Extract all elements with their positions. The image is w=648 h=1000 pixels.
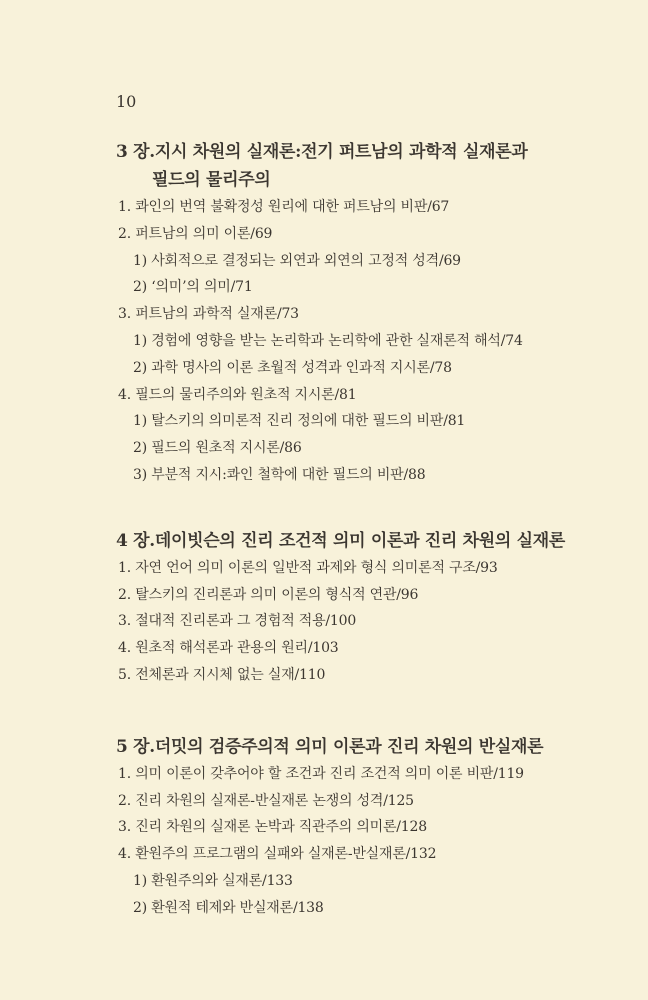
chapter-title: 5 장.더밋의 검증주의적 의미 이론과 진리 차원의 반실재론 — [116, 736, 544, 757]
toc-section: 1. 콰인의 번역 불확정성 원리에 대한 퍼트남의 비판/67 — [118, 199, 450, 215]
table-of-contents — [116, 138, 566, 922]
toc-subsection: 2) 과학 명사의 이론 초월적 성격과 인과적 지시론/78 — [133, 359, 452, 376]
toc-section: 1. 의미 이론이 갖추어야 할 조건과 진리 조건적 의미 이론 비판/119 — [118, 765, 524, 782]
toc-subsection: 2) 필드의 원초적 지시론/86 — [133, 440, 302, 457]
toc-section: 4. 환원주의 프로그램의 실패와 실재론-반실재론/132 — [118, 846, 437, 863]
chapter-title-line2: 필드의 물리주의 — [152, 170, 271, 190]
chapter-title-line1: 3 장.지시 차원의 실재론:전기 퍼트남의 과학적 실재론과 — [116, 142, 528, 162]
toc-section: 4. 필드의 물리주의와 원초적 지시론/81 — [118, 386, 357, 403]
toc-subsection: 1) 경험에 영향을 받는 논리학과 논리학에 관한 실재론적 해석/74 — [133, 332, 523, 349]
toc-section: 5. 전체론과 지시체 없는 실재/110 — [118, 666, 326, 683]
toc-section: 3. 절대적 진리론과 그 경험적 적용/100 — [118, 613, 357, 630]
toc-section: 3. 퍼트남의 과학적 실재론/73 — [118, 306, 299, 323]
toc-section: 3. 진리 차원의 실재론 논박과 직관주의 의미론/128 — [118, 819, 427, 836]
chapter-title — [116, 138, 556, 194]
chapter-5 — [116, 733, 556, 922]
toc-section: 2. 진리 차원의 실재론-반실재론 논쟁의 성격/125 — [118, 792, 414, 809]
chapter-4 — [116, 527, 566, 689]
toc-section: 1. 자연 언어 의미 이론의 일반적 과제와 형식 의미론적 구조/93 — [118, 559, 498, 576]
toc-section: 2. 탈스키의 진리론과 의미 이론의 형식적 연관/96 — [118, 586, 419, 603]
chapter-3 — [116, 138, 556, 489]
toc-section: 2. 퍼트남의 의미 이론/69 — [118, 225, 273, 242]
chapter-title: 4 장.데이빗슨의 진리 조건적 의미 이론과 진리 차원의 실재론 — [116, 530, 566, 551]
toc-section: 4. 원초적 해석론과 관용의 원리/103 — [118, 640, 339, 657]
page-number: 10 — [116, 92, 137, 111]
toc-subsection: 2) ‘의미’의 의미/71 — [133, 279, 253, 296]
toc-subsection: 1) 탈스키의 의미론적 진리 정의에 대한 필드의 비판/81 — [133, 413, 466, 430]
toc-subsection: 1) 환원주의와 실재론/133 — [133, 872, 293, 889]
toc-subsection: 3) 부분적 지시:콰인 철학에 대한 필드의 비판/88 — [133, 466, 426, 483]
toc-subsection: 2) 환원적 테제와 반실재론/138 — [133, 899, 324, 916]
toc-subsection: 1) 사회적으로 결정되는 외연과 외연의 고정적 성격/69 — [133, 252, 461, 269]
